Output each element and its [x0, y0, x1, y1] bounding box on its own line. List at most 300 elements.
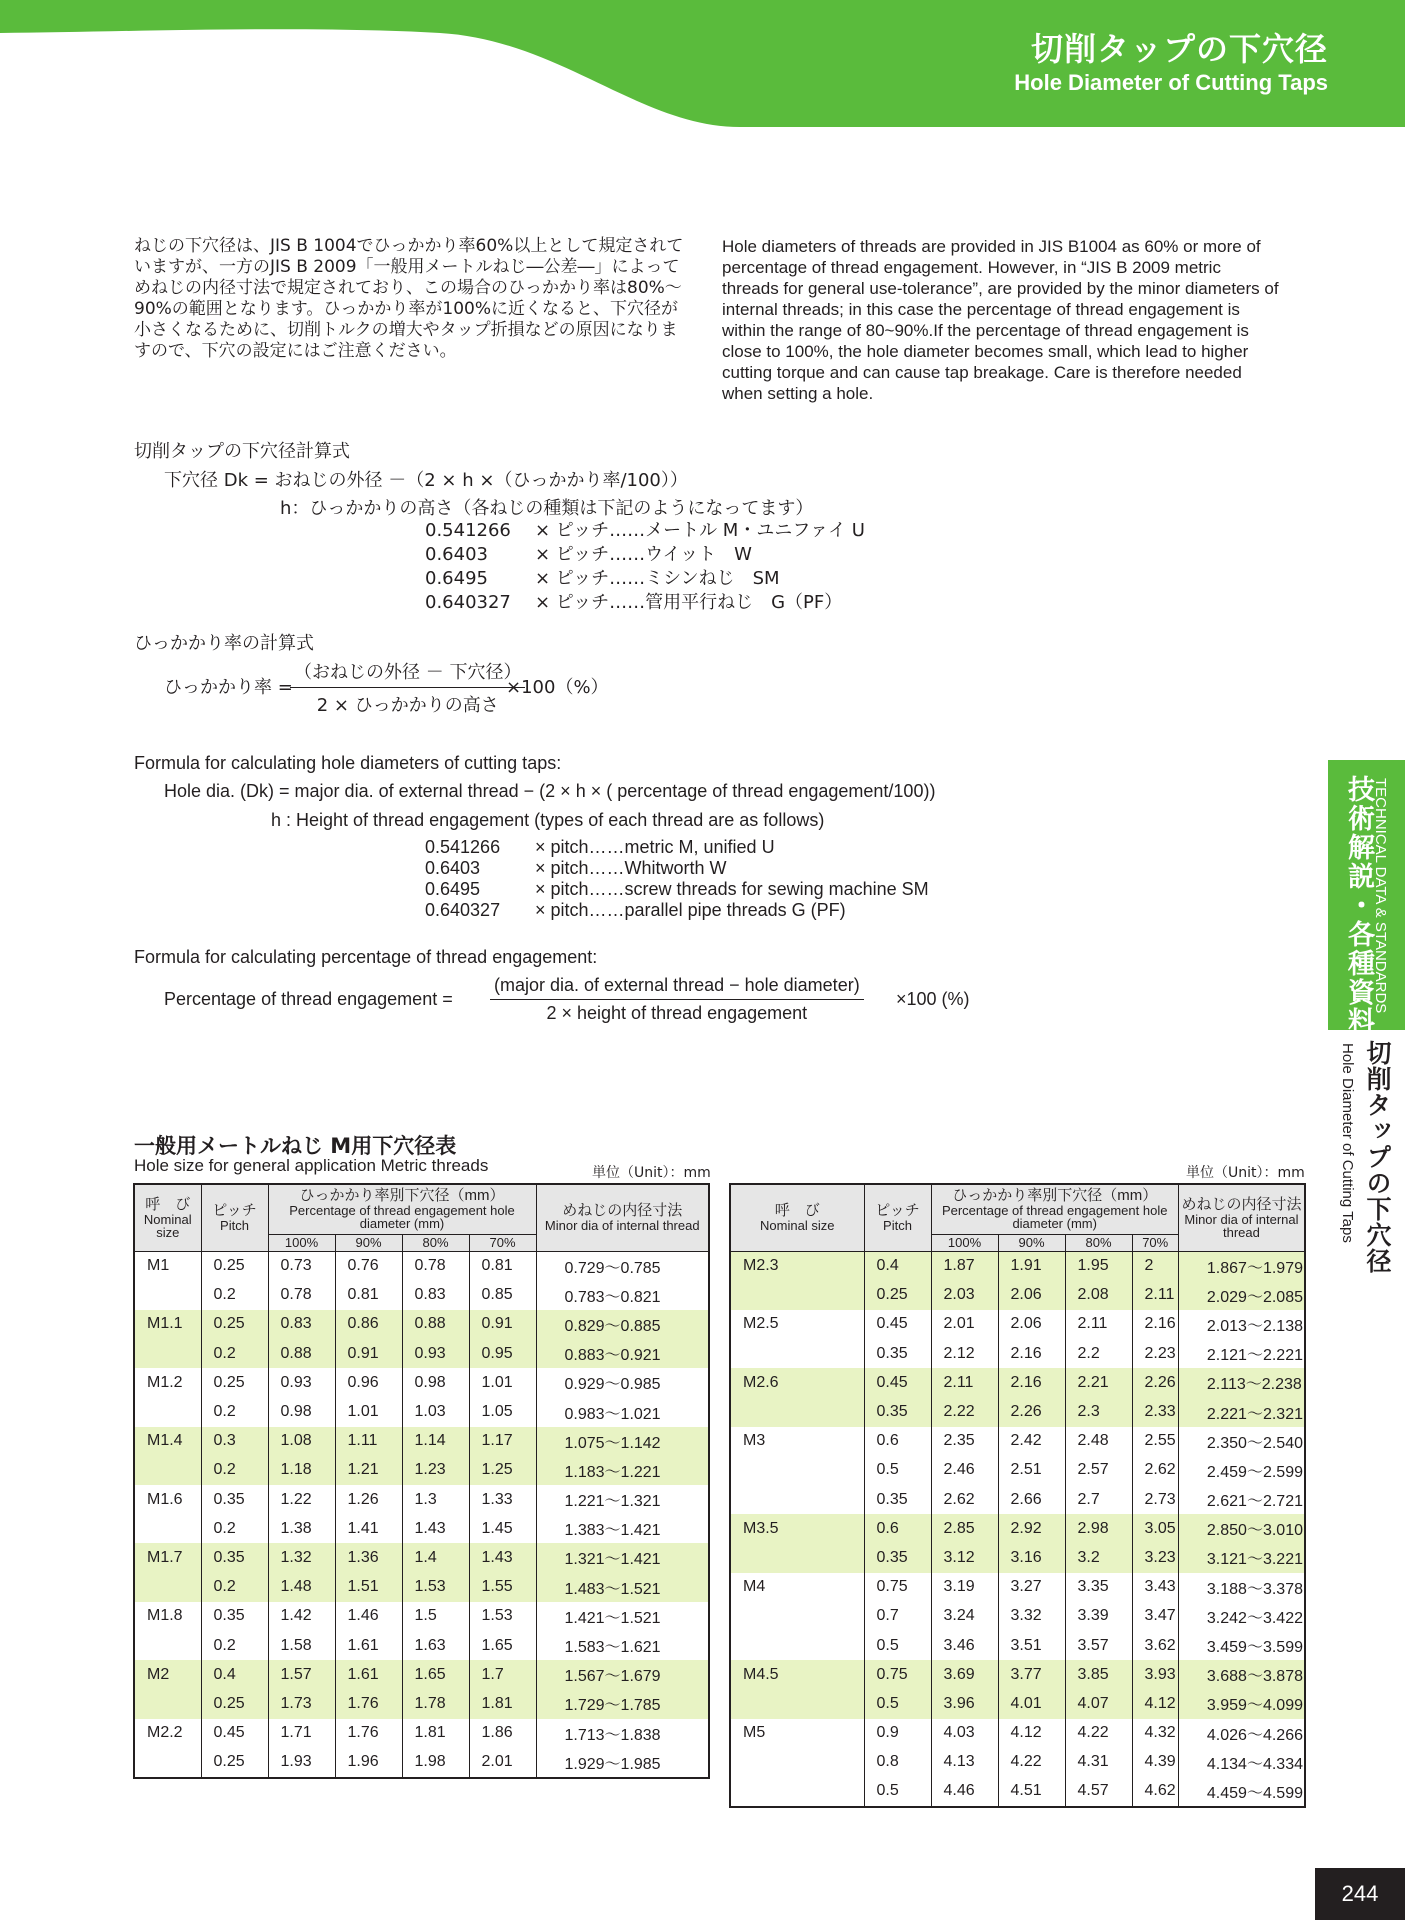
table-row	[134, 1485, 709, 1514]
cell-p90: 1.76	[335, 1689, 402, 1718]
header-nominal: 呼 び Nominal size	[730, 1184, 864, 1251]
cell-pitch: 0.2	[201, 1339, 268, 1368]
cell-p80: 2.11	[1065, 1310, 1132, 1339]
cell-p70: 3.05	[1132, 1514, 1178, 1543]
cell-p90: 0.86	[335, 1310, 402, 1339]
cell-p70: 3.23	[1132, 1543, 1178, 1572]
fraction-numerator: (major dia. of external thread − hole diameter)	[490, 975, 864, 1000]
cell-minor: 1.421～1.521	[536, 1602, 709, 1631]
cell-p80: 2.48	[1065, 1427, 1132, 1456]
cell-p80: 4.57	[1065, 1777, 1132, 1807]
cell-size	[134, 1339, 201, 1368]
cell-p80: 2.2	[1065, 1339, 1132, 1368]
cell-minor: 1.713～1.838	[536, 1719, 709, 1748]
cell-p100: 3.24	[931, 1602, 998, 1631]
cell-minor: 4.459～4.599	[1178, 1777, 1305, 1807]
formula-ja-heading: 切削タップの下穴径計算式	[134, 441, 350, 462]
cell-p100: 1.38	[268, 1514, 335, 1543]
cell-p80: 2.21	[1065, 1368, 1132, 1397]
intro-paragraph-en: Hole diameters of threads are provided in JIS B1004 as 60% or more of percentage of thread engagement. However, in “JIS B 2009 metric threads for general use-tolerance”, are provided by the minor diameters of internal threads; in this case the percentage of thread engagement is within the range of 80~90%.If the percentage of thread engagement is close to 100%, the hole diameter becomes small, which lead to higher cutting torque and can cause tap breakage. Care is therefore needed when setting a hole.	[722, 237, 1279, 403]
cell-p80: 2.7	[1065, 1485, 1132, 1514]
cell-p100: 2.01	[931, 1310, 998, 1339]
cell-pitch: 0.35	[864, 1339, 931, 1368]
cell-p70: 1.33	[469, 1485, 536, 1514]
pct-formula-en-label: Percentage of thread engagement =	[164, 989, 453, 1009]
cell-p90: 1.61	[335, 1660, 402, 1689]
formula-en-line2: h : Height of thread engagement (types of each thread are as follows)	[271, 810, 825, 830]
cell-minor: 1.383～1.421	[536, 1514, 709, 1543]
cell-pitch: 0.35	[201, 1543, 268, 1572]
cell-p100: 1.57	[268, 1660, 335, 1689]
cell-p90: 4.01	[998, 1689, 1065, 1718]
cell-size	[134, 1456, 201, 1485]
cell-pitch: 0.75	[864, 1573, 931, 1602]
table-row	[730, 1689, 1305, 1718]
cell-p90: 1.96	[335, 1748, 402, 1778]
cell-minor: 0.929～0.985	[536, 1368, 709, 1397]
cell-p90: 0.81	[335, 1281, 402, 1310]
cell-p90: 4.22	[998, 1748, 1065, 1777]
cell-p90: 1.61	[335, 1631, 402, 1660]
cell-p100: 0.93	[268, 1368, 335, 1397]
cell-size: M4	[743, 1578, 766, 1596]
cell-minor: 3.242～3.422	[1178, 1602, 1305, 1631]
header-90: 90%	[998, 1234, 1065, 1251]
cell-minor: 0.829～0.885	[536, 1310, 709, 1339]
cell-p80: 1.78	[402, 1689, 469, 1718]
cell-p100: 1.22	[268, 1485, 335, 1514]
cell-p90: 2.26	[998, 1397, 1065, 1426]
formula-en-line1: Hole dia. (Dk) = major dia. of external thread − (2 × h × ( percentage of thread engagement/100))	[164, 781, 936, 801]
cell-p90: 2.06	[998, 1281, 1065, 1310]
multiplier-row	[425, 591, 865, 615]
table-row	[134, 1339, 709, 1368]
side-tab-section-ja: 技術解説・各種資料	[1343, 775, 1374, 1036]
cell-size	[730, 1456, 864, 1485]
multiplier-value: 0.640327	[425, 900, 501, 920]
table-row	[134, 1281, 709, 1310]
cell-p100: 1.48	[268, 1573, 335, 1602]
cell-p80: 4.07	[1065, 1689, 1132, 1718]
cell-p80: 1.98	[402, 1748, 469, 1778]
multiplier-text: × pitch……metric M, unified U	[535, 837, 775, 857]
cell-p100: 2.35	[931, 1427, 998, 1456]
cell-p100: 0.98	[268, 1397, 335, 1426]
cell-p70: 1.45	[469, 1514, 536, 1543]
multiplier-value: 0.640327	[425, 592, 511, 613]
cell-p100: 0.83	[268, 1310, 335, 1339]
cell-p70: 2.26	[1132, 1368, 1178, 1397]
cell-minor: 1.483～1.521	[536, 1573, 709, 1602]
cell-p70: 2.73	[1132, 1485, 1178, 1514]
cell-size	[134, 1281, 201, 1310]
multiplier-value: 0.6495	[425, 879, 481, 899]
cell-pitch: 0.45	[864, 1310, 931, 1339]
cell-p100: 3.96	[931, 1689, 998, 1718]
cell-minor: 0.783～0.821	[536, 1281, 709, 1310]
cell-pitch: 0.8	[864, 1748, 931, 1777]
cell-p80: 1.43	[402, 1514, 469, 1543]
cell-p70: 1.7	[469, 1660, 536, 1689]
cell-size	[730, 1631, 864, 1660]
cell-pitch: 0.2	[201, 1456, 268, 1485]
cell-p80: 2.57	[1065, 1456, 1132, 1485]
hole-size-table-left	[133, 1183, 710, 1779]
multiplier-text: × ピッチ……ウイット W	[535, 544, 752, 565]
header-70: 70%	[1132, 1234, 1178, 1251]
table-row	[730, 1281, 1305, 1310]
header-100: 100%	[268, 1234, 335, 1251]
cell-p80: 3.35	[1065, 1573, 1132, 1602]
cell-p80: 0.93	[402, 1339, 469, 1368]
unit-label-right: 単位（Unit）：mm	[1186, 1165, 1305, 1181]
table-title-ja: 一般用メートルねじ M用下穴径表	[134, 1134, 457, 1158]
cell-p90: 2.92	[998, 1514, 1065, 1543]
cell-p70: 1.81	[469, 1689, 536, 1718]
cell-minor: 2.121～2.221	[1178, 1339, 1305, 1368]
cell-pitch: 0.5	[864, 1456, 931, 1485]
cell-minor: 1.583～1.621	[536, 1631, 709, 1660]
cell-p80: 1.53	[402, 1573, 469, 1602]
cell-minor: 0.983～1.021	[536, 1397, 709, 1426]
multiplier-value: 0.541266	[425, 837, 501, 857]
cell-p90: 2.66	[998, 1485, 1065, 1514]
cell-minor: 3.959～4.099	[1178, 1689, 1305, 1718]
cell-p100: 2.03	[931, 1281, 998, 1310]
pct-formula-en-tail: ×100 (%)	[896, 989, 970, 1009]
cell-p70: 1.01	[469, 1368, 536, 1397]
cell-p100: 3.12	[931, 1543, 998, 1572]
cell-pitch: 0.2	[201, 1573, 268, 1602]
cell-p70: 1.55	[469, 1573, 536, 1602]
multiplier-value: 0.6403	[425, 858, 481, 878]
table-row	[134, 1748, 709, 1778]
cell-size	[134, 1631, 201, 1660]
cell-p80: 0.78	[402, 1251, 469, 1281]
cell-p80: 2.3	[1065, 1397, 1132, 1426]
cell-pitch: 0.2	[201, 1631, 268, 1660]
cell-p80: 3.57	[1065, 1631, 1132, 1660]
cell-p100: 3.69	[931, 1660, 998, 1689]
cell-p100: 1.87	[931, 1251, 998, 1281]
cell-p90: 2.16	[998, 1339, 1065, 1368]
multiplier-row	[425, 858, 929, 879]
cell-p70: 0.85	[469, 1281, 536, 1310]
cell-size	[730, 1543, 864, 1572]
cell-minor: 3.121～3.221	[1178, 1543, 1305, 1572]
cell-p100: 1.32	[268, 1543, 335, 1572]
cell-size	[730, 1777, 864, 1807]
cell-minor: 1.729～1.785	[536, 1689, 709, 1718]
cell-p100: 1.73	[268, 1689, 335, 1718]
multiplier-value: 0.541266	[425, 520, 511, 541]
table-row	[134, 1427, 709, 1456]
cell-minor: 2.113～2.238	[1178, 1368, 1305, 1397]
table-row	[730, 1310, 1305, 1339]
table-row	[730, 1339, 1305, 1368]
side-tab-section-en: TECHNICAL DATA & STANDARDS	[1372, 778, 1389, 1014]
multiplier-text: × ピッチ……管用平行ねじ G（PF）	[535, 592, 843, 613]
cell-size	[730, 1281, 864, 1310]
cell-p100: 1.93	[268, 1748, 335, 1778]
cell-p70: 2.62	[1132, 1456, 1178, 1485]
table-row	[134, 1456, 709, 1485]
cell-pitch: 0.7	[864, 1602, 931, 1631]
cell-p90: 1.01	[335, 1397, 402, 1426]
cell-p70: 0.95	[469, 1339, 536, 1368]
cell-size: M3	[743, 1432, 766, 1450]
cell-size	[134, 1514, 201, 1543]
cell-p90: 3.27	[998, 1573, 1065, 1602]
table-row	[730, 1485, 1305, 1514]
cell-size	[730, 1689, 864, 1718]
cell-minor: 3.459～3.599	[1178, 1631, 1305, 1660]
side-tab-topic-en: Hole Diameter of Cutting Taps	[1339, 1043, 1356, 1243]
cell-p90: 4.12	[998, 1719, 1065, 1748]
cell-p70: 1.65	[469, 1631, 536, 1660]
cell-minor: 0.883～0.921	[536, 1339, 709, 1368]
cell-pitch: 0.5	[864, 1689, 931, 1718]
header-title-ja: 切削タップの下穴径	[1030, 30, 1328, 68]
table-title-en: Hole size for general application Metric threads	[134, 1156, 489, 1175]
cell-minor: 1.929～1.985	[536, 1748, 709, 1778]
cell-pitch: 0.2	[201, 1281, 268, 1310]
cell-size: M3.5	[730, 1514, 864, 1543]
cell-size: M2.6	[730, 1368, 864, 1397]
cell-p70: 4.12	[1132, 1689, 1178, 1718]
formula-en-multipliers	[425, 837, 929, 921]
cell-p100: 2.46	[931, 1456, 998, 1485]
multiplier-text: × ピッチ……ミシンねじ SM	[535, 568, 780, 589]
cell-pitch: 0.25	[864, 1281, 931, 1310]
table-row	[134, 1573, 709, 1602]
table-row	[730, 1427, 1305, 1456]
cell-p100: 2.12	[931, 1339, 998, 1368]
cell-size: M1.8	[147, 1607, 183, 1625]
cell-size: M5	[743, 1724, 766, 1742]
multiplier-text: × pitch……Whitworth W	[535, 858, 727, 878]
cell-size: M2.2	[147, 1724, 183, 1742]
table-row	[730, 1543, 1305, 1572]
table-row	[134, 1660, 709, 1689]
cell-p80: 1.81	[402, 1719, 469, 1748]
multiplier-value: 0.6495	[425, 568, 488, 589]
cell-p70: 2.33	[1132, 1397, 1178, 1426]
cell-size	[134, 1397, 201, 1426]
cell-size: M2	[134, 1660, 201, 1689]
table-row	[134, 1514, 709, 1543]
cell-size	[730, 1485, 864, 1514]
cell-p70: 1.25	[469, 1456, 536, 1485]
cell-p80: 1.4	[402, 1543, 469, 1572]
table-row	[730, 1719, 1305, 1748]
cell-p80: 2.98	[1065, 1514, 1132, 1543]
cell-pitch: 0.25	[201, 1310, 268, 1339]
header-80: 80%	[402, 1234, 469, 1251]
cell-p100: 4.03	[931, 1719, 998, 1748]
cell-pitch: 0.45	[864, 1368, 931, 1397]
cell-pitch: 0.35	[201, 1602, 268, 1631]
table-row	[730, 1777, 1305, 1807]
cell-p100: 2.85	[931, 1514, 998, 1543]
cell-minor: 1.183～1.221	[536, 1456, 709, 1485]
multiplier-row	[425, 837, 929, 858]
pct-formula-ja-tail: ×100（%）	[506, 677, 609, 698]
cell-size: M2.3	[730, 1251, 864, 1281]
multiplier-row	[425, 879, 929, 900]
multiplier-value: 0.6403	[425, 544, 488, 565]
table-row	[134, 1397, 709, 1426]
cell-size: M1.4	[134, 1427, 201, 1456]
cell-p70: 4.39	[1132, 1748, 1178, 1777]
cell-pitch: 0.25	[201, 1689, 268, 1718]
cell-p90: 3.32	[998, 1602, 1065, 1631]
hole-size-table-right	[729, 1183, 1306, 1808]
cell-pitch: 0.35	[201, 1485, 268, 1514]
formula-ja-line1: 下穴径 Dk = おねじの外径 －（2 × h ×（ひっかかり率/100））	[164, 470, 688, 491]
table-row	[730, 1251, 1305, 1281]
table-row	[134, 1719, 709, 1748]
cell-minor: 0.729～0.785	[536, 1251, 709, 1281]
cell-p80: 0.98	[402, 1368, 469, 1397]
cell-p80: 3.85	[1065, 1660, 1132, 1689]
formula-ja-multipliers	[425, 519, 865, 615]
cell-minor: 4.026～4.266	[1178, 1719, 1305, 1748]
cell-p90: 1.11	[335, 1427, 402, 1456]
cell-minor: 2.621～2.721	[1178, 1485, 1305, 1514]
cell-p100: 2.22	[931, 1397, 998, 1426]
cell-p100: 3.46	[931, 1631, 998, 1660]
header-minor-dia: めねじの内径寸法 Minor dia of internal thread	[1178, 1184, 1305, 1251]
cell-minor: 4.134～4.334	[1178, 1748, 1305, 1777]
cell-p80: 0.83	[402, 1281, 469, 1310]
cell-minor: 2.459～2.599	[1178, 1456, 1305, 1485]
pct-formula-en-fraction	[490, 975, 864, 1024]
cell-pitch: 0.45	[201, 1719, 268, 1748]
cell-p100: 0.78	[268, 1281, 335, 1310]
cell-size	[134, 1689, 201, 1718]
cell-size: M1.2	[147, 1373, 183, 1391]
cell-minor: 2.013～2.138	[1178, 1310, 1305, 1339]
cell-p90: 1.36	[335, 1543, 402, 1572]
cell-size	[730, 1602, 864, 1631]
cell-p100: 4.13	[931, 1748, 998, 1777]
cell-pitch: 0.35	[864, 1397, 931, 1426]
cell-p70: 1.17	[469, 1427, 536, 1456]
cell-p70: 1.86	[469, 1719, 536, 1748]
cell-p90: 1.41	[335, 1514, 402, 1543]
cell-minor: 2.221～2.321	[1178, 1397, 1305, 1426]
cell-p80: 1.23	[402, 1456, 469, 1485]
header-90: 90%	[335, 1234, 402, 1251]
cell-size	[730, 1397, 864, 1426]
cell-p100: 1.42	[268, 1602, 335, 1631]
cell-pitch: 0.4	[201, 1660, 268, 1689]
header-nominal: 呼 び Nominal size	[134, 1184, 201, 1251]
cell-p80: 1.95	[1065, 1251, 1132, 1281]
cell-p100: 1.18	[268, 1456, 335, 1485]
pct-formula-ja-heading: ひっかかり率の計算式	[134, 633, 314, 654]
cell-pitch: 0.5	[864, 1631, 931, 1660]
cell-p80: 3.2	[1065, 1543, 1132, 1572]
cell-p90: 3.77	[998, 1660, 1065, 1689]
cell-p90: 3.16	[998, 1543, 1065, 1572]
table-row	[134, 1251, 709, 1281]
cell-pitch: 0.2	[201, 1514, 268, 1543]
table-row	[134, 1602, 709, 1631]
cell-minor: 1.867～1.979	[1178, 1251, 1305, 1281]
cell-p70: 4.62	[1132, 1777, 1178, 1807]
cell-minor: 1.075～1.142	[536, 1427, 709, 1456]
pct-formula-ja-label: ひっかかり率 =	[164, 677, 293, 698]
table-row	[134, 1310, 709, 1339]
cell-size	[730, 1748, 864, 1777]
cell-p80: 0.88	[402, 1310, 469, 1339]
fraction-denominator: 2 × ひっかかりの高さ	[316, 695, 499, 716]
header-pitch: ピッチ Pitch	[201, 1184, 268, 1251]
cell-p90: 2.16	[998, 1368, 1065, 1397]
cell-minor: 3.688～3.878	[1178, 1660, 1305, 1689]
cell-p70: 2.01	[469, 1748, 536, 1778]
cell-p70: 0.91	[469, 1310, 536, 1339]
cell-p80: 1.65	[402, 1660, 469, 1689]
multiplier-row	[425, 519, 865, 543]
cell-minor: 2.350～2.540	[1178, 1427, 1305, 1456]
cell-p70: 4.32	[1132, 1719, 1178, 1748]
cell-pitch: 0.6	[864, 1514, 931, 1543]
cell-p80: 3.39	[1065, 1602, 1132, 1631]
cell-p100: 0.73	[268, 1251, 335, 1281]
cell-p80: 1.03	[402, 1397, 469, 1426]
cell-p80: 1.3	[402, 1485, 469, 1514]
cell-minor: 3.188～3.378	[1178, 1573, 1305, 1602]
cell-p90: 1.46	[335, 1602, 402, 1631]
multiplier-text: × ピッチ……メートル M・ユニファイ U	[535, 520, 865, 541]
cell-p90: 1.21	[335, 1456, 402, 1485]
cell-p90: 2.42	[998, 1427, 1065, 1456]
cell-p70: 1.05	[469, 1397, 536, 1426]
cell-pitch: 0.25	[201, 1368, 268, 1397]
header-pitch: ピッチ Pitch	[864, 1184, 931, 1251]
table-row	[730, 1748, 1305, 1777]
cell-p90: 0.96	[335, 1368, 402, 1397]
multiplier-text: × pitch……screw threads for sewing machine SM	[535, 879, 929, 899]
page-number: 244	[1315, 1868, 1405, 1920]
cell-p70: 3.43	[1132, 1573, 1178, 1602]
table-row	[730, 1631, 1305, 1660]
cell-p70: 2.55	[1132, 1427, 1178, 1456]
cell-minor: 1.221～1.321	[536, 1485, 709, 1514]
cell-size	[134, 1748, 201, 1778]
table-row	[730, 1514, 1305, 1543]
cell-p80: 2.08	[1065, 1281, 1132, 1310]
cell-pitch: 0.6	[864, 1427, 931, 1456]
cell-p100: 1.58	[268, 1631, 335, 1660]
cell-p100: 0.88	[268, 1339, 335, 1368]
cell-p70: 1.53	[469, 1602, 536, 1631]
cell-p70: 2.16	[1132, 1310, 1178, 1339]
cell-p100: 2.11	[931, 1368, 998, 1397]
cell-p100: 4.46	[931, 1777, 998, 1807]
cell-p70: 1.43	[469, 1543, 536, 1572]
table-row	[730, 1660, 1305, 1689]
table-row	[730, 1397, 1305, 1426]
cell-p70: 2.11	[1132, 1281, 1178, 1310]
cell-pitch: 0.2	[201, 1397, 268, 1426]
multiplier-row	[425, 543, 865, 567]
table-row	[134, 1368, 709, 1397]
unit-label-left: 単位（Unit）：mm	[592, 1165, 711, 1181]
